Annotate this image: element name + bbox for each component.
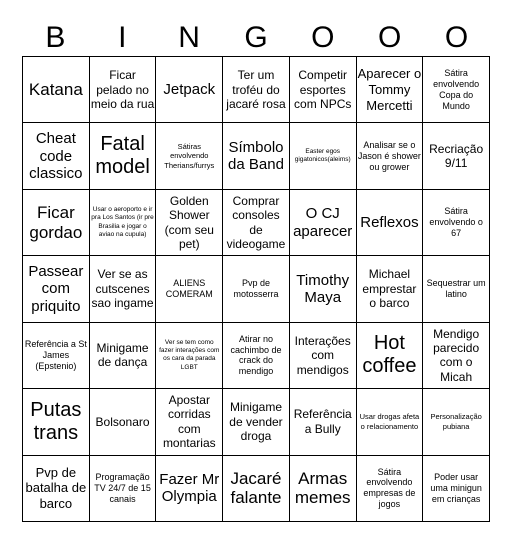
bingo-cell[interactable]: Competir esportes com NPCs [290,57,357,123]
bingo-cell[interactable]: Sátira envolvendo Copa do Mundo [423,57,490,123]
bingo-cell[interactable]: Referência a Bully [290,389,357,455]
bingo-cell[interactable]: Comprar consoles de videogame [223,190,290,256]
bingo-cell[interactable]: Jetpack [156,57,223,123]
bingo-cell[interactable]: Pvp de batalha de barco [23,456,90,522]
bingo-cell[interactable]: Fatal model [90,123,157,189]
bingo-cell[interactable]: Timothy Maya [290,256,357,322]
bingo-cell[interactable]: Personalização pubiana [423,389,490,455]
bingo-cell[interactable]: Mendigo parecido com o Micah [423,323,490,389]
bingo-cell[interactable]: O CJ aparecer [290,190,357,256]
bingo-cell[interactable]: ALIENS COMERAM [156,256,223,322]
header-letter-o-2: O [378,21,402,54]
bingo-cell[interactable]: Minigame de vender droga [223,389,290,455]
header-letter-n: N [178,21,200,54]
bingo-cell[interactable]: Golden Shower (com seu pet) [156,190,223,256]
bingo-cell[interactable]: Putas trans [23,389,90,455]
bingo-cell[interactable]: Bolsonaro [90,389,157,455]
bingo-cell[interactable]: Ter um troféu do jacaré rosa [223,57,290,123]
bingo-cell[interactable]: Analisar se o Jason é shower ou grower [357,123,424,189]
bingo-cell[interactable]: Minigame de dança [90,323,157,389]
bingo-cell[interactable]: Ficar gordao [23,190,90,256]
bingo-cell[interactable]: Sátira envolvendo empresas de jogos [357,456,424,522]
bingo-cell[interactable]: Ficar pelado no meio da rua [90,57,157,123]
bingo-cell[interactable]: Michael emprestar o barco [357,256,424,322]
bingo-cell[interactable]: Sequestrar um latino [423,256,490,322]
bingo-cell[interactable]: Hot coffee [357,323,424,389]
bingo-cell[interactable]: Apostar corridas com montarias [156,389,223,455]
bingo-cell[interactable]: Reflexos [357,190,424,256]
bingo-header [22,18,490,58]
bingo-cell[interactable]: Fazer Mr Olympia [156,456,223,522]
bingo-cell[interactable]: Passear com priquito [23,256,90,322]
bingo-cell[interactable]: Recriação 9/11 [423,123,490,189]
header-letter-o-3: O [444,21,469,54]
bingo-cell[interactable]: Sátira envolvendo o 67 [423,190,490,256]
bingo-cell[interactable]: Poder usar uma minigun em crianças [423,456,490,522]
bingo-cell[interactable]: Ver se tem como fazer interações com os cara da parada LGBT [156,323,223,389]
bingo-cell[interactable]: Ver se as cutscenes sao ingame [90,256,157,322]
bingo-cell[interactable]: Pvp de motosserra [223,256,290,322]
bingo-cell[interactable]: Katana [23,57,90,123]
bingo-cell[interactable]: Sátiras envolvendo Therians/furrys [156,123,223,189]
bingo-cell[interactable]: Easter egos gigatonicos(aleims) [290,123,357,189]
bingo-cell[interactable]: Usar drogas afeta o relacionamento [357,389,424,455]
header-letter-b: B [45,21,66,54]
bingo-board [22,56,490,522]
bingo-cell[interactable]: Programação TV 24/7 de 15 canais [90,456,157,522]
bingo-cell[interactable]: Símbolo da Band [223,123,290,189]
bingo-cell[interactable]: Atirar no cachimbo de crack do mendigo [223,323,290,389]
bingo-cell[interactable]: Referência a St James (Epstenio) [23,323,90,389]
bingo-cell[interactable]: Jacaré falante [223,456,290,522]
bingo-cell[interactable]: Cheat code classico [23,123,90,189]
bingo-cell[interactable]: Armas memes [290,456,357,522]
bingo-cell[interactable]: Aparecer o Tommy Mercetti [357,57,424,123]
bingo-cell[interactable]: Interações com mendigos [290,323,357,389]
header-letter-o-1: O [311,21,335,54]
header-letter-g: G [244,21,268,54]
bingo-cell[interactable]: Usar o aeroporto e ir pra Los Santos (ir pre Brasilia e jogar o aviao na cupula) [90,190,157,256]
header-letter-i: I [118,21,127,54]
